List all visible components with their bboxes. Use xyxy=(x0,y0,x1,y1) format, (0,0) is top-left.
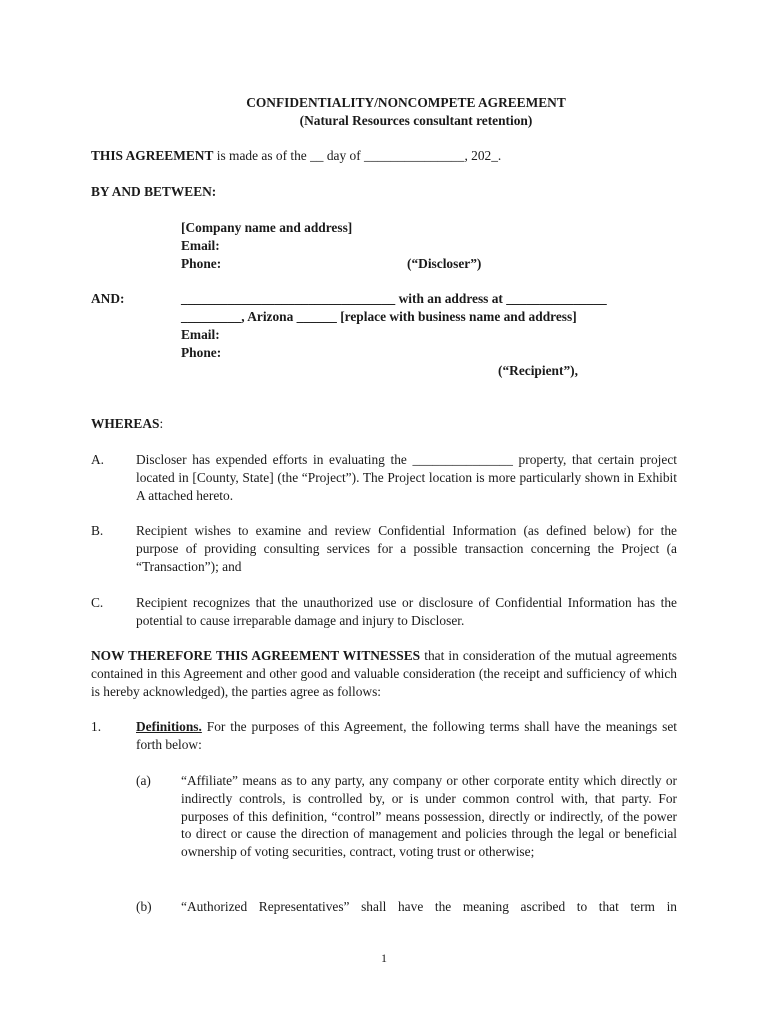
recipient-phone: Phone: xyxy=(181,345,222,360)
recipient-line-1: ________________________________ with an address at _______________ xyxy=(181,291,607,306)
witnesses-lead: NOW THEREFORE THIS AGREEMENT WITNESSES xyxy=(91,648,421,663)
document-subtitle: (Natural Resources consultant retention) xyxy=(299,113,533,128)
recipient-line-2: _________, Arizona ______ [replace with business name and address] xyxy=(181,309,577,324)
section-1-heading: Definitions. xyxy=(136,719,202,734)
whereas-heading xyxy=(91,415,163,433)
section-1-label: 1. xyxy=(91,719,102,734)
recital-c-text: Recipient recognizes that the unauthorized use or disclosure of Confidential Information has the potential to cause irreparable damage and injury to Discloser. xyxy=(136,595,677,628)
and-label: AND: xyxy=(91,291,125,306)
recital-a-label: A. xyxy=(91,452,105,467)
recital-b-label: B. xyxy=(91,523,104,538)
section-1-body: For the purposes of this Agreement, the following terms shall have the meanings set forth below: xyxy=(136,719,677,752)
recital-c-label: C. xyxy=(91,595,104,610)
witnesses-paragraph xyxy=(91,647,677,700)
recipient-email: Email: xyxy=(181,327,220,342)
whereas-colon: : xyxy=(159,416,164,431)
disclosor-email: Email: xyxy=(181,238,220,253)
recital-b-text: Recipient wishes to examine and review Confidential Information (as defined below) for the purpose of providing consulting services for a possible transaction concerning the Project (a “Transaction”); and xyxy=(136,523,677,574)
disclosor-phone: Phone: xyxy=(181,256,222,271)
disclosor-role: (“Discloser”) xyxy=(407,256,482,271)
subsection-b-text: “Authorized Representatives” shall have the meaning ascribed to that term in xyxy=(181,899,677,914)
intro-paragraph xyxy=(91,147,501,165)
subsection-a-text: “Affiliate” means as to any party, any company or other corporate entity which directly or indirectly controls, is controlled by, or is under common control with, that party. For purposes of this definition, “control” means possession, directly or indirectly, of the power to direct or cause the direction of management and policies through the legal or beneficial ownership of voting securities, contract, voting trust or otherwise; xyxy=(181,773,677,860)
intro-text: is made as of the __ day of _______________, 202_. xyxy=(213,148,502,163)
between-heading: BY AND BETWEEN: xyxy=(91,184,217,199)
whereas-label: WHEREAS xyxy=(91,416,160,431)
recital-a-text: Discloser has expended efforts in evaluating the _______________ property, that certain project located in [County, State] (the “Project”). The Project location is more particularly shown in Exhibit A attached hereto. xyxy=(136,452,677,503)
intro-lead: THIS AGREEMENT xyxy=(91,148,214,163)
section-1-text xyxy=(136,718,677,754)
witnesses-text: that in consideration of the mutual agreements contained in this Agreement and other good and valuable consideration (the receipt and sufficiency of which is hereby acknowledged), the parties agree as follows: xyxy=(91,648,678,699)
page-number: 1 xyxy=(381,951,387,965)
subsection-a-label: (a) xyxy=(136,773,151,788)
disclosor-name: [Company name and address] xyxy=(181,220,353,235)
recipient-role: (“Recipient”), xyxy=(498,363,578,378)
document-title: CONFIDENTIALITY/NONCOMPETE AGREEMENT xyxy=(246,95,566,110)
subsection-b-label: (b) xyxy=(136,899,152,914)
